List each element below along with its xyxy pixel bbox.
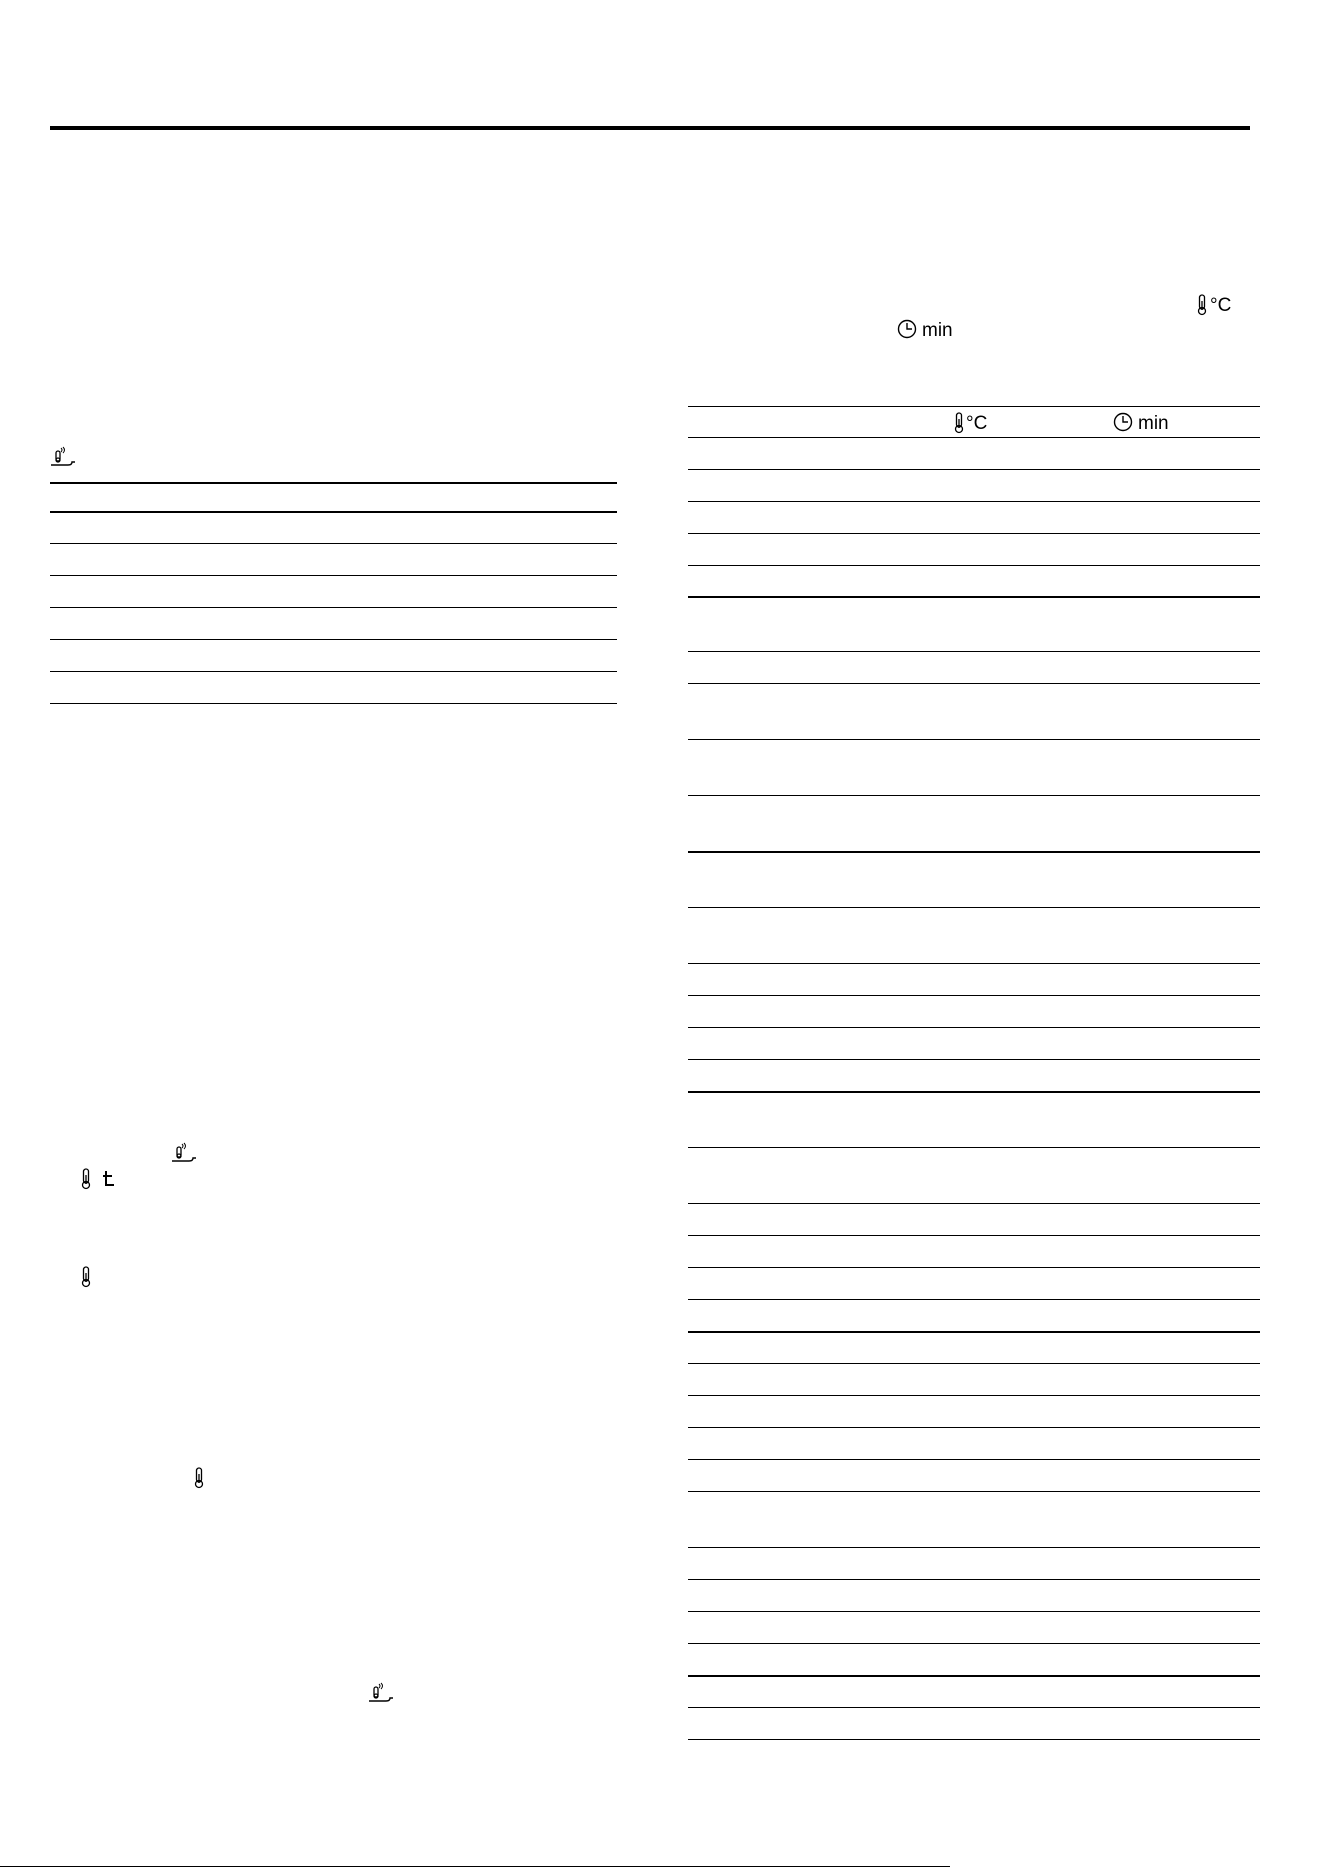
right-table-row-rule	[688, 1203, 1260, 1204]
temp-unit-label: °C	[1210, 295, 1232, 316]
right-table-row-rule	[688, 1675, 1260, 1677]
meat-probe-icon	[368, 1681, 394, 1703]
thermometer-icon	[953, 412, 965, 434]
left-table-header-rule	[50, 511, 617, 513]
right-table-row-rule	[688, 1579, 1260, 1580]
clock-icon	[1113, 412, 1133, 432]
meat-probe-icon	[50, 445, 76, 467]
right-table-row-rule	[688, 995, 1260, 996]
right-table-row-rule	[688, 501, 1260, 502]
left-table-row	[50, 575, 617, 576]
left-table-row	[50, 639, 617, 640]
right-table-row-rule	[688, 963, 1260, 964]
right-table-row-rule	[688, 739, 1260, 740]
right-table-row-rule	[688, 1739, 1260, 1740]
right-table-row-rule	[688, 651, 1260, 652]
right-table-row-rule	[688, 469, 1260, 470]
right-table-top-rule	[688, 406, 1260, 407]
left-table-row	[50, 607, 617, 608]
left-table-row	[50, 543, 617, 544]
clock-icon	[897, 319, 917, 339]
right-table-row-rule	[688, 1147, 1260, 1148]
footer-rule	[0, 1866, 880, 1867]
right-table-row-rule	[688, 683, 1260, 684]
right-table-row-rule	[688, 907, 1260, 908]
right-table-row-rule	[688, 437, 1260, 438]
right-table-row-rule	[688, 851, 1260, 853]
left-table-top-rule	[50, 482, 617, 484]
right-table-row-rule	[688, 1491, 1260, 1492]
left-table-row	[50, 703, 617, 704]
meat-probe-icon	[171, 1141, 197, 1163]
right-table-row-rule	[688, 1059, 1260, 1060]
thermometer-icon	[1196, 294, 1208, 316]
right-table-row-rule	[688, 533, 1260, 534]
thermometer-icon	[80, 1266, 92, 1288]
right-table-row-rule	[688, 1331, 1260, 1333]
right-table-row-rule	[688, 1027, 1260, 1028]
right-table-row-rule	[688, 1363, 1260, 1364]
right-table-row-rule	[688, 596, 1260, 598]
right-table-row-rule	[688, 795, 1260, 796]
left-table-row	[50, 671, 617, 672]
right-table-row-rule	[688, 1611, 1260, 1612]
time-column-header: min	[1138, 413, 1169, 434]
right-table-row-rule	[688, 1299, 1260, 1300]
thermometer-icon	[80, 1168, 92, 1190]
probe-display-code	[102, 1170, 116, 1188]
thermometer-icon	[193, 1467, 205, 1489]
right-table-row-rule	[688, 565, 1260, 566]
right-table-row-rule	[688, 1707, 1260, 1708]
right-table-row-rule	[688, 1235, 1260, 1236]
right-table-row-rule	[688, 1427, 1260, 1428]
temp-column-header: °C	[966, 413, 988, 434]
right-table-row-rule	[688, 1395, 1260, 1396]
right-table-row-rule	[688, 1643, 1260, 1644]
right-table-row-rule	[688, 1459, 1260, 1460]
right-table-row-rule	[688, 1547, 1260, 1548]
right-table-row-rule	[688, 1091, 1260, 1093]
right-table-row-rule	[688, 1267, 1260, 1268]
header-rule	[50, 126, 1250, 130]
footer-rule-short	[880, 1866, 950, 1867]
time-unit-label: min	[922, 320, 953, 341]
